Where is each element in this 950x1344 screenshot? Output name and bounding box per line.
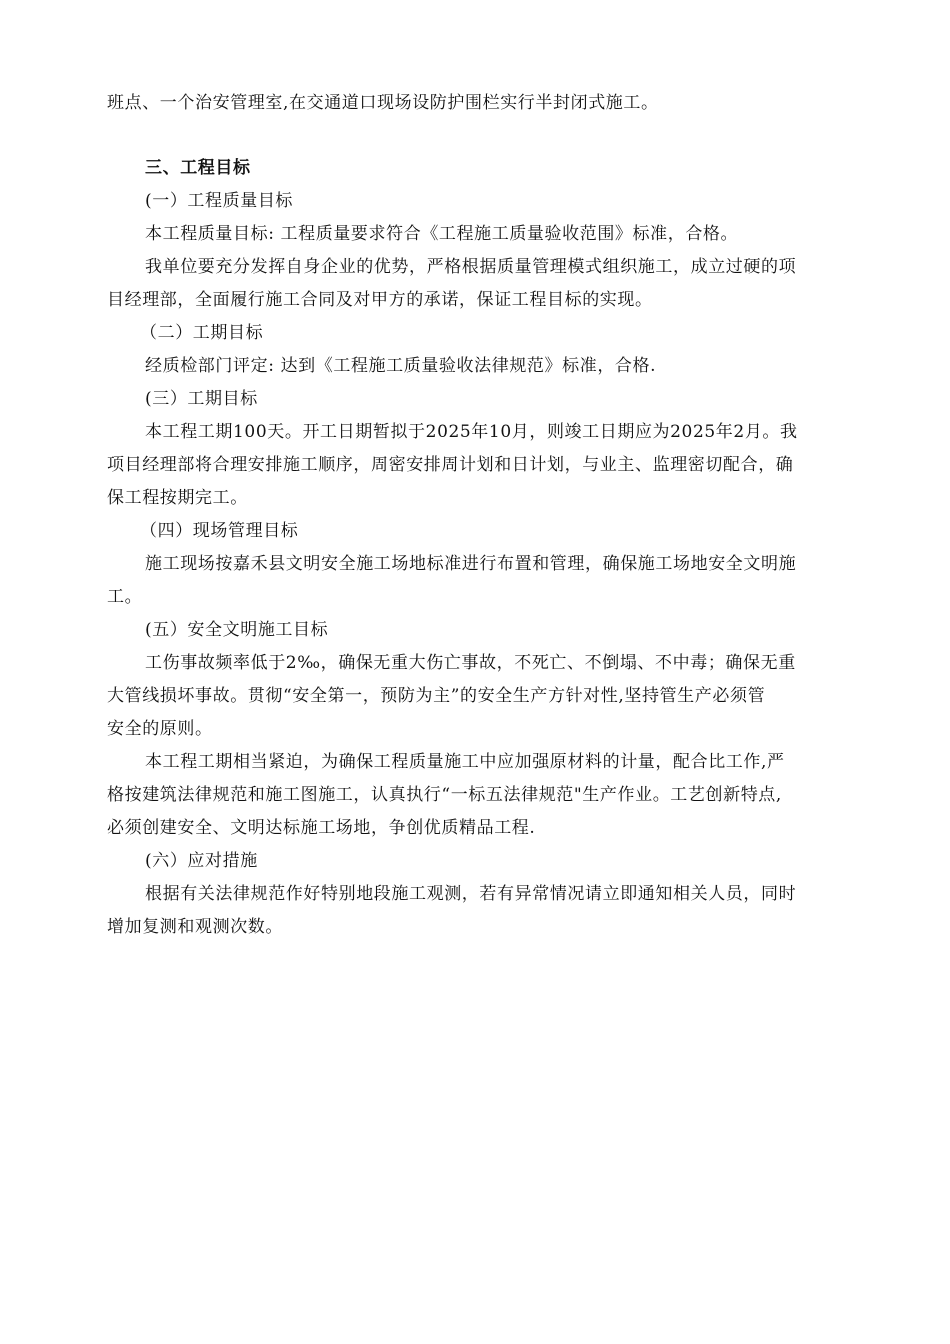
text-line: 本工程质量目标: 工程质量要求符合《工程施工质量验收范围》标准，合格。 xyxy=(145,224,739,244)
text-line: 增加复测和观测次数。 xyxy=(107,917,283,937)
text-line: 目经理部，全面履行施工合同及对甲方的承诺，保证工程目标的实现。 xyxy=(107,290,653,310)
subsection-heading: (一）工程质量目标 xyxy=(145,191,294,211)
text-line: 班点、一个治安管理室,在交通道口现场设防护围栏实行半封闭式施工。 xyxy=(107,93,659,113)
text-line: 施工现场按嘉禾县文明安全施工场地标准进行布置和管理，确保施工场地安全文明施 xyxy=(145,554,797,574)
text-line: 安全的原则。 xyxy=(107,719,213,739)
text-line: 根据有关法律规范作好特别地段施工观测，若有异常情况请立即通知相关人员，同时 xyxy=(145,884,797,904)
text-line: 保工程按期完工。 xyxy=(107,488,248,508)
subsection-heading: (三）工期目标 xyxy=(145,389,258,409)
text-line: 本工程工期相当紧迫，为确保工程质量施工中应加强原材料的计量，配合比工作,严 xyxy=(145,752,785,772)
subsection-heading: (六）应对措施 xyxy=(145,851,258,871)
text-line: 项目经理部将合理安排施工顺序，周密安排周计划和日计划，与业主、监理密切配合，确 xyxy=(107,455,794,475)
text-line: 格按建筑法律规范和施工图施工，认真执行“一标五法律规范"生产作业。工艺创新特点, xyxy=(107,785,782,805)
text-line: 工伤事故频率低于2‰，确保无重大伤亡事故，不死亡、不倒塌、不中毒；确保无重 xyxy=(145,653,796,673)
section-heading: 三、工程目标 xyxy=(145,158,251,178)
text-line: 必须创建安全、文明达标施工场地，争创优质精品工程. xyxy=(107,818,536,838)
subsection-heading: （二）工期目标 xyxy=(140,323,264,343)
text-line: 我单位要充分发挥自身企业的优势，严格根据质量管理模式组织施工，成立过硬的项 xyxy=(145,257,797,277)
text-line: 工。 xyxy=(107,587,143,607)
text-line: 大管线损坏事故。贯彻“安全第一，预防为主”的安全生产方针对性,坚持管生产必须管 xyxy=(107,686,766,706)
text-line: 经质检部门评定: 达到《工程施工质量验收法律规范》标准，合格. xyxy=(145,356,657,376)
subsection-heading: （四）现场管理目标 xyxy=(140,521,299,541)
text-line: 本工程工期100天。开工日期暂拟于2025年10月，则竣工日期应为2025年2月。我 xyxy=(145,422,798,442)
subsection-heading: (五）安全文明施工目标 xyxy=(145,620,329,640)
